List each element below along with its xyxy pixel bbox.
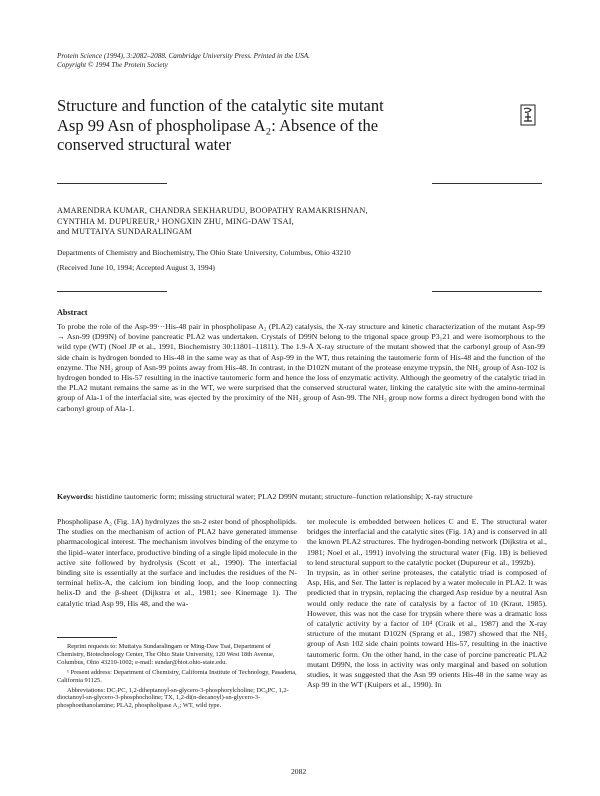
abstract-rule-left <box>57 291 167 292</box>
title-rule-right <box>432 183 542 184</box>
body-column-left: Phospholipase A₂ (Fig. 1A) hydrolyzes the sn-2 ester bond of phospholipids. The studies on the mechanism of action of PLA2 have generated immense pharmacological interest. The mechanism involves binding of the enzyme to the lipid–water interface, productive binding of a single lipid molecule in the active site followed by hydrolysis (Scott et al., 1990). The interfacial binding site is essentially at the surface and includes the residues of the N-terminal helix-A, the calcium ion binding loop, and the loop connecting helix-D and the β-sheet (Dijkstra et al., 1981; see Kinemage 1). The catalytic triad Asp 99, His 48, and the wa- <box>57 517 297 608</box>
received-dates: (Received June 10, 1994; Accepted August 3, 1994) <box>57 263 215 272</box>
protein-society-logo-icon <box>520 104 536 126</box>
authors-line-3: and MUTTAIYA SUNDARALINGAM <box>57 227 193 237</box>
keywords-label: Keywords: <box>57 492 94 501</box>
journal-citation: Protein Science (1994), 3:2082–2088. Cambridge University Press. Printed in the USA. <box>57 52 310 60</box>
title-line-2: Asp 99 Asn of phospholipase A₂: Absence of the <box>57 115 379 135</box>
footnote-abbreviations: Abbreviations: DC₇PC, 1,2-diheptanoyl-sn-glycero-3-phosphorylcholine; DC₈PC, 1,2-dioctanoyl-sn-glycero-3-phosphocholine; TX, 1,2-di(n-decanoyl)-sn-glycero-3-phosphoethanolamine; PLA2, phospholipase A₂; WT, wild type. <box>57 686 289 710</box>
journal-header <box>57 52 377 69</box>
page-number: 2082 <box>291 767 307 776</box>
authors-line-2: CYNTHIA M. DUPUREUR,¹ HONGXIN ZHU, MING-DAW TSAI, <box>57 216 294 226</box>
footnote-present-address: ¹ Present address: Department of Chemistry, California Institute of Technology, Pasadena, California 91125. <box>57 668 297 684</box>
affiliation: Departments of Chemistry and Biochemistry, The Ohio State University, Columbus, Ohio 43210 <box>57 248 351 257</box>
footnote-rule <box>57 637 117 638</box>
abstract-heading: Abstract <box>57 308 88 317</box>
title-line-3: conserved structural water <box>57 135 232 154</box>
title-rule-left <box>57 183 167 184</box>
abstract-text: To probe the role of the Asp-99···His-48 pair in phospholipase A₂ (PLA2) catalysis, the X-ray structure and kinetic characterization of the mutant Asp-99 → Asn-99 (D99N) of bovine pancreatic PLA2 was undertaken. Crystals of D99N belong to the trigonal space group P3₁21 and were isomorphous to the wild type (WT) (Noel JP et al., 1991, Biochemistry 30:11801–11811). The 1.9-Å X-ray structure of the mutant showed that the carbonyl group of Asn-99 side chain is hydrogen bonded to His-48 in the same way as that of Asp-99 in the WT, thus retaining the tautomeric form of His-48 and the function of the enzyme. The NH₂ group of Asn-99 points away from His-48. In contrast, in the D102N mutant of the protease enzyme trypsin, the NH₂ group of Asn-102 is hydrogen bonded to His-57 resulting in the inactive tautomeric form and hence the loss of enzymatic activity. Although the geometry of the catalytic triad in the PLA2 mutant remains the same as in the WT, we were surprised that the conserved structural water, linking the catalytic site with the amino-terminal group of Ala-1 of the interfacial site, was ejected by the proximity of the NH₂ group of Asn-99. The NH₂ group now forms a direct hydrogen bond with the carbonyl group of Ala-1. <box>57 322 545 413</box>
authors-line-1: AMARENDRA KUMAR, CHANDRA SEKHARUDU, BOOPATHY RAMAKRISHNAN, <box>57 206 368 215</box>
keywords <box>57 492 545 502</box>
author-list <box>57 206 547 238</box>
body-column-right: ter molecule is embedded between helices C and E. The structural water bridges the interfacial and the catalytic sites (Fig. 1A) and is conserved in all the known PLA2 structures. The hydrogen-bonding network (Dijkstra et al., 1981; Noel et al., 1991) involving the structural water (Fig. 1B) is believed to lend structural support to the catalytic pocket (Dupureur et al., 1992b). In trypsin, as in other serine proteases, the catalytic triad is composed of Asp, His, and Ser. The latter is replaced by a water molecule in PLA2. It was predicted that in trypsin, replacing the charged Asp residue by a neutral Asn would only reduce the rate of catalysis by a factor of 10 (Kraut, 1985). However, this was not the case for trypsin where there was a dramatic loss of catalytic activity by a factor of 10⁴ (Craik et al., 1987) and the X-ray structure of the mutant D102N (Sprang et al., 1987) showed that the NH₂ group of Asn 102 side chain points toward His-57, resulting in the inactive tautomeric form. On the other hand, in the case of porcine pancreatic PLA2 mutant D99N, the loss in activity was only marginal and based on solution studies, it was suggested that the Asn 99 orients His-48 in the same way as Asp 99 in the WT (Kuipers et al., 1990). In <box>307 517 547 690</box>
journal-copyright: Copyright © 1994 The Protein Society <box>57 60 168 69</box>
title-line-1: Structure and function of the catalytic site mutant <box>57 96 384 115</box>
paper-title <box>57 96 527 155</box>
footnote-reprint: Reprint requests to: Muttaiya Sundaralingam or Ming-Daw Tsai, Department of Chemistry, Biotechnology Center, The Ohio State University, 120 West 18th Avenue, Columbus, Ohio 43210-1002; e-mail: sundar@biot.ohio-state.edu. <box>57 643 275 666</box>
footnotes <box>57 643 297 712</box>
keywords-text: histidine tautomeric form; missing structural water; PLA2 D99N mutant; structure–function relationship; X-ray structure <box>95 492 473 501</box>
abstract-rule-right <box>432 291 542 292</box>
